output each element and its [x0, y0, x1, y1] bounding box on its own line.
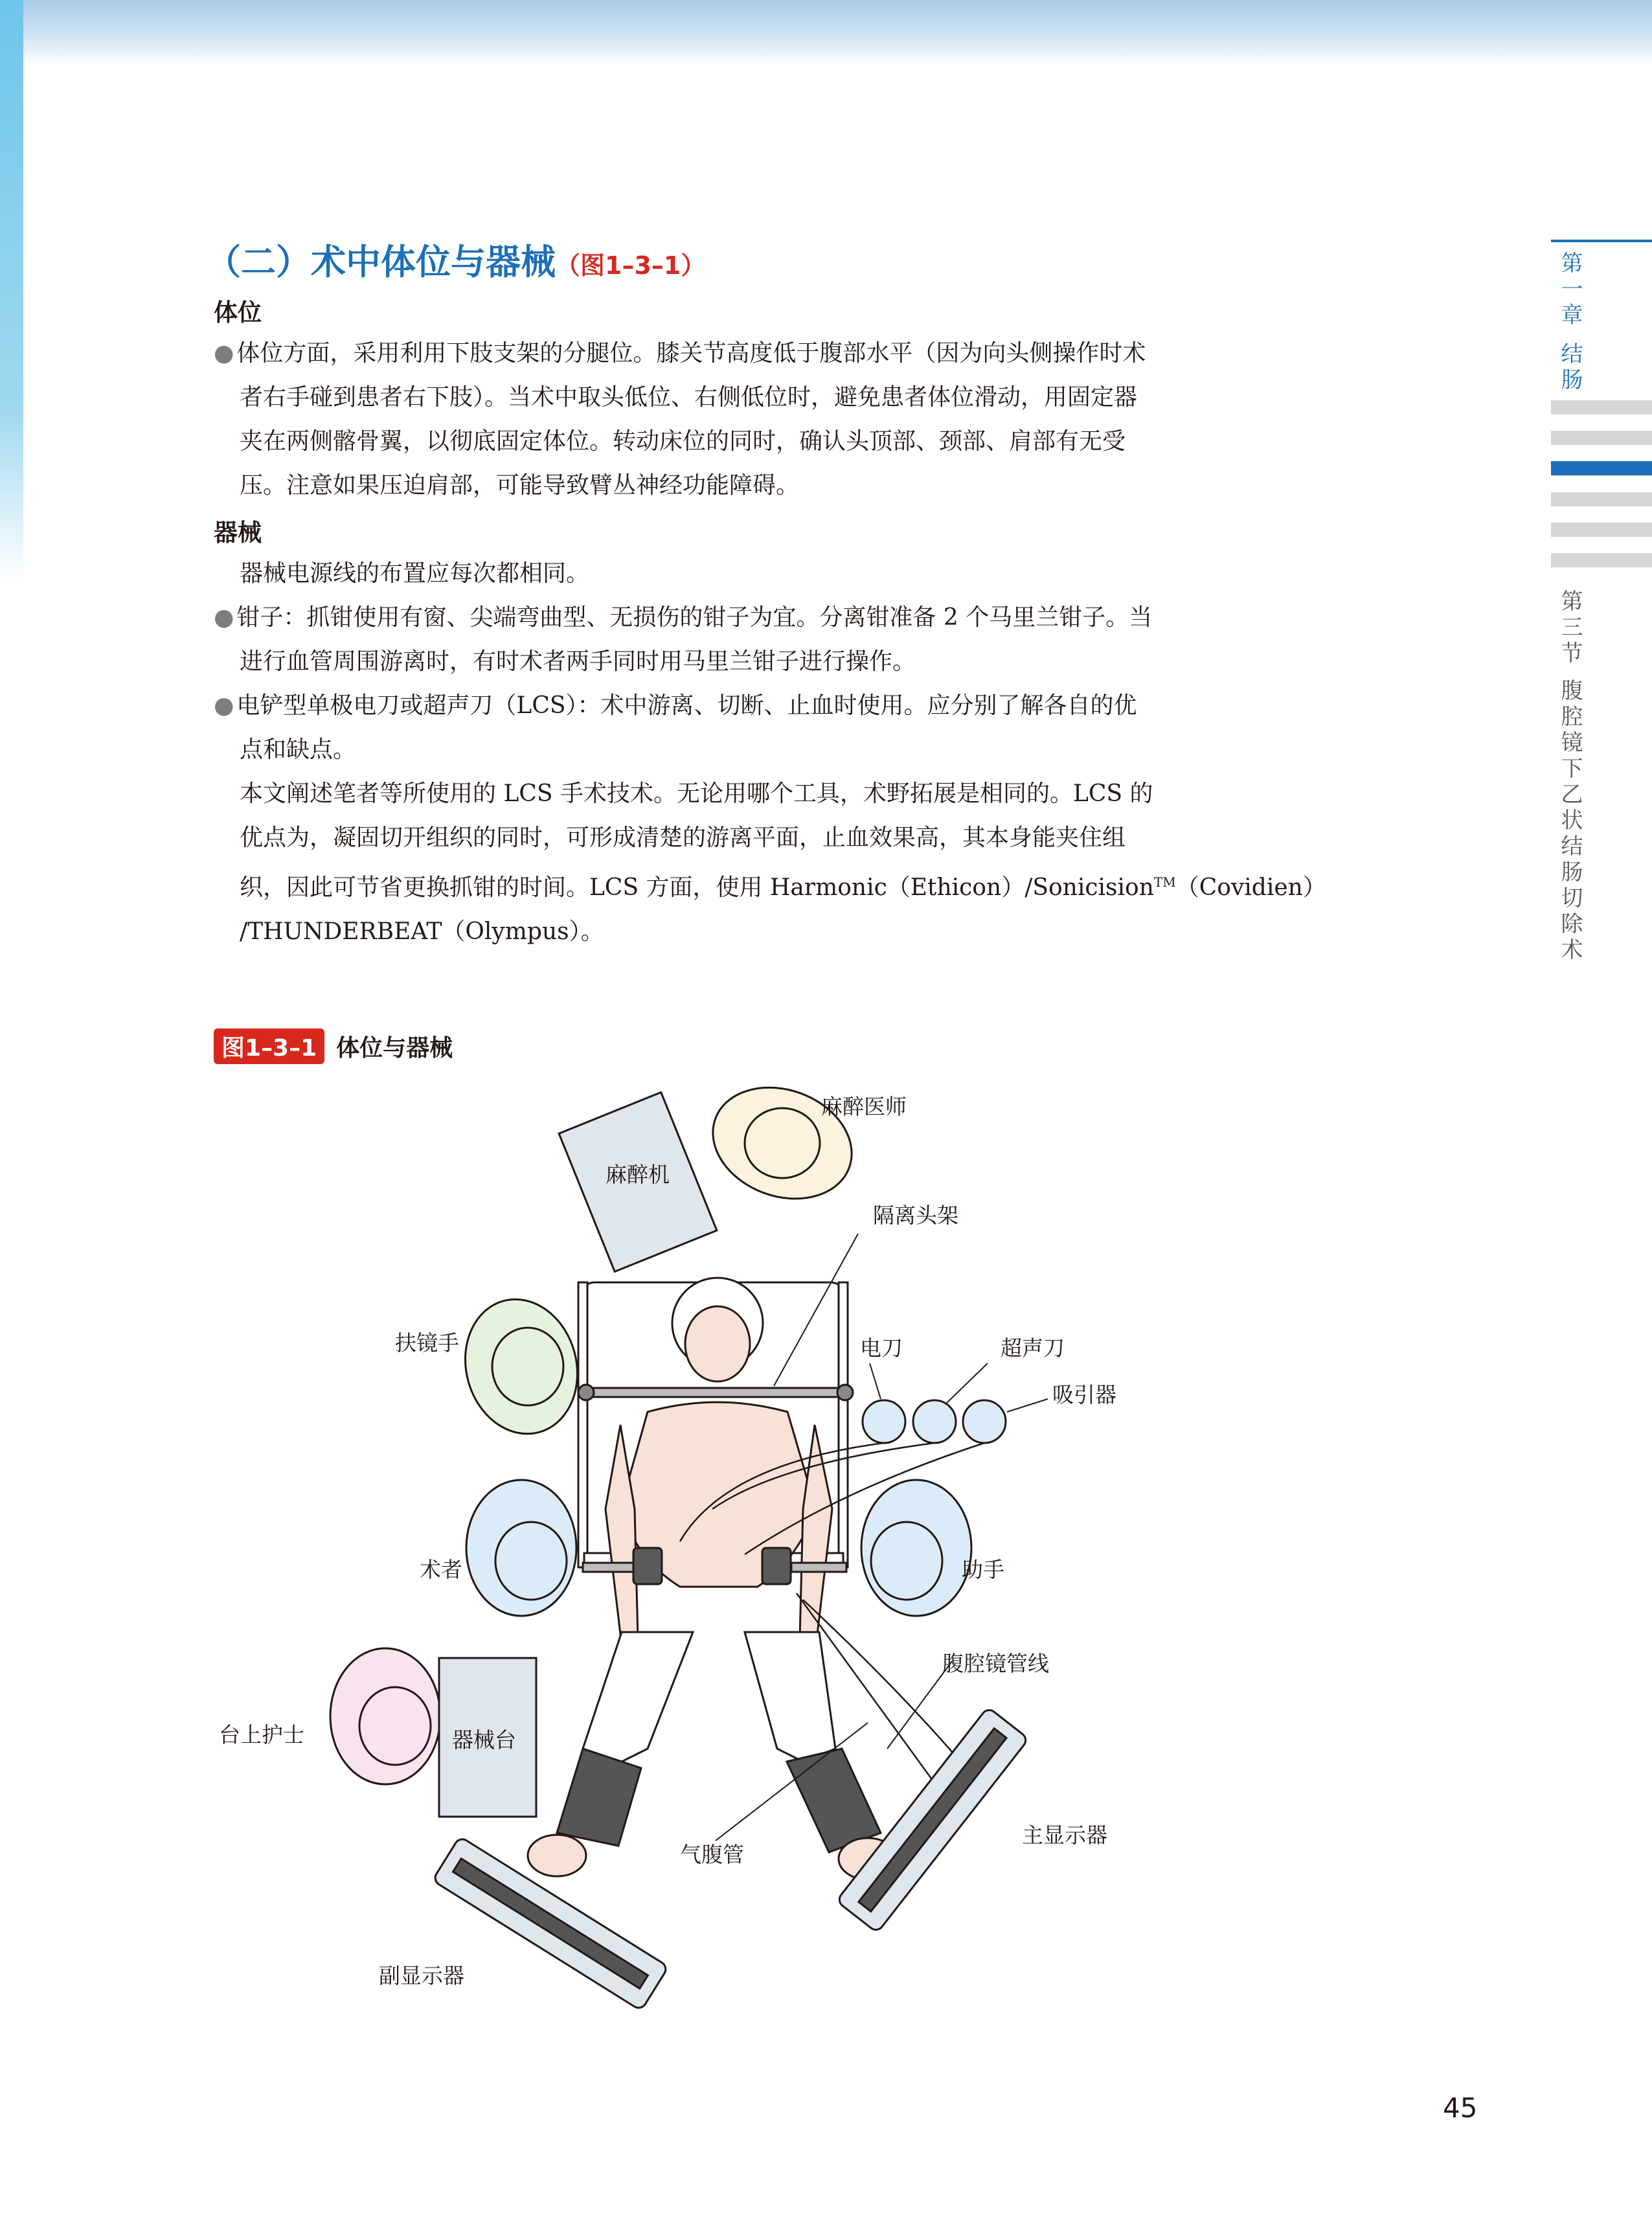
energy-line-1: ● 电铲型单极电刀或超声刀（LCS）：术中游离、切断、止血时使用。应分别了解各自的优 [214, 692, 1137, 719]
label-camera-assistant: 扶镜手 [395, 1330, 459, 1356]
label-anesthesia-machine: 麻醉机 [605, 1162, 670, 1187]
lcs-line-1: 本文阐述笔者等所使用的 LCS 手术技术。无论用哪个工具，术野拓展是相同的。LCS 的 [240, 780, 1153, 807]
label-insufflation-tube: 气腹管 [680, 1842, 744, 1867]
camera-assistant-figure [451, 1287, 593, 1447]
side-tab-rule [1551, 240, 1652, 242]
ultrasonic-unit [913, 1400, 956, 1443]
position-line-3: 夹在两侧髂骨翼，以彻底固定体位。转动床位的同时，确认头顶部、颈部、肩部有无受 [240, 428, 1126, 455]
scrub-nurse-figure [330, 1648, 440, 1784]
lcs-line-2: 优点为，凝固切开组织的同时，可形成清楚的游离平面，止血效果高，其本身能夹住组 [240, 824, 1126, 851]
forceps-line-2: 进行血管周围游离时，有时术者两手同时用马里兰钳子进行操作。 [240, 648, 916, 675]
label-assistant: 助手 [962, 1557, 1004, 1582]
position-line-2: 者右手碰到患者右下肢）。当术中取头低位、右侧低位时，避免患者体位滑动，用固定器 [240, 384, 1138, 411]
instruments-heading: 器械 [214, 519, 262, 547]
section-figure-ref: （图1–3–1） [556, 251, 706, 280]
energy-line-2: 点和缺点。 [240, 736, 357, 763]
side-bar-active [1551, 461, 1652, 475]
side-bar-5 [1551, 553, 1652, 567]
side-bar-1 [1551, 400, 1652, 415]
side-section-topic: 腹腔镜下乙状结肠切除术 [1557, 679, 1583, 964]
label-suction: 吸引器 [1052, 1382, 1116, 1407]
position-line-1: ● 体位方面，采用利用下肢支架的分腿位。膝关节高度低于腹部水平（因为向头侧操作时术 [214, 340, 1146, 367]
label-sub-monitor: 副显示器 [379, 1963, 464, 1988]
section-title-text: （二）术中体位与器械 [206, 242, 556, 282]
instruments-intro: 器械电源线的布置应每次都相同。 [240, 560, 590, 587]
assistant-figure [861, 1480, 971, 1616]
suction-unit [963, 1400, 1006, 1443]
page-number: 45 [1443, 2092, 1478, 2124]
label-head-frame: 隔离头架 [873, 1203, 958, 1228]
label-main-monitor: 主显示器 [1022, 1823, 1107, 1848]
side-chapter-topic: 结肠 [1557, 342, 1583, 394]
lcs-line-4: /THUNDERBEAT（Olympus）。 [240, 918, 604, 945]
electrocautery-unit [863, 1400, 905, 1443]
head-frame-bar [578, 1385, 853, 1400]
label-anesthesiologist: 麻醉医师 [821, 1094, 907, 1119]
figure-badge: 图1–3–1 [214, 1028, 324, 1064]
forceps-line-1: ● 钳子：抓钳使用有窗、尖端弯曲型、无损伤的钳子为宜。分离钳准备 2 个马里兰钳子。当 [214, 604, 1153, 631]
side-bar-4 [1551, 523, 1652, 537]
label-electrocautery: 电刀 [860, 1335, 903, 1361]
anesthesiologist-figure [697, 1069, 868, 1217]
label-surgeon: 术者 [420, 1557, 462, 1582]
bullet-icon: ● [214, 692, 234, 719]
bullet-icon: ● [214, 340, 234, 367]
position-line-4: 压。注意如果压迫肩部，可能导致臂丛神经功能障碍。 [240, 472, 800, 499]
label-instrument-table: 器械台 [452, 1727, 516, 1753]
label-ultrasonic: 超声刀 [1001, 1335, 1065, 1361]
side-chapter: 第一章 [1557, 251, 1583, 329]
bullet-icon: ● [214, 604, 234, 631]
label-laparoscope-cable: 腹腔镜管线 [942, 1651, 1049, 1676]
lcs-line-3: 织，因此可节省更换抓钳的时间。LCS 方面，使用 Harmonic（Ethicon）/Sonicision™（Covidien） [240, 874, 1326, 901]
label-scrub-nurse: 台上护士 [219, 1722, 304, 1747]
surgeon-figure [466, 1480, 576, 1616]
side-bar-3 [1551, 492, 1652, 506]
figure-title: 体位与器械 [336, 1035, 453, 1062]
position-heading: 体位 [214, 299, 262, 326]
side-section: 第三节 [1557, 589, 1583, 667]
side-bar-2 [1551, 431, 1652, 445]
